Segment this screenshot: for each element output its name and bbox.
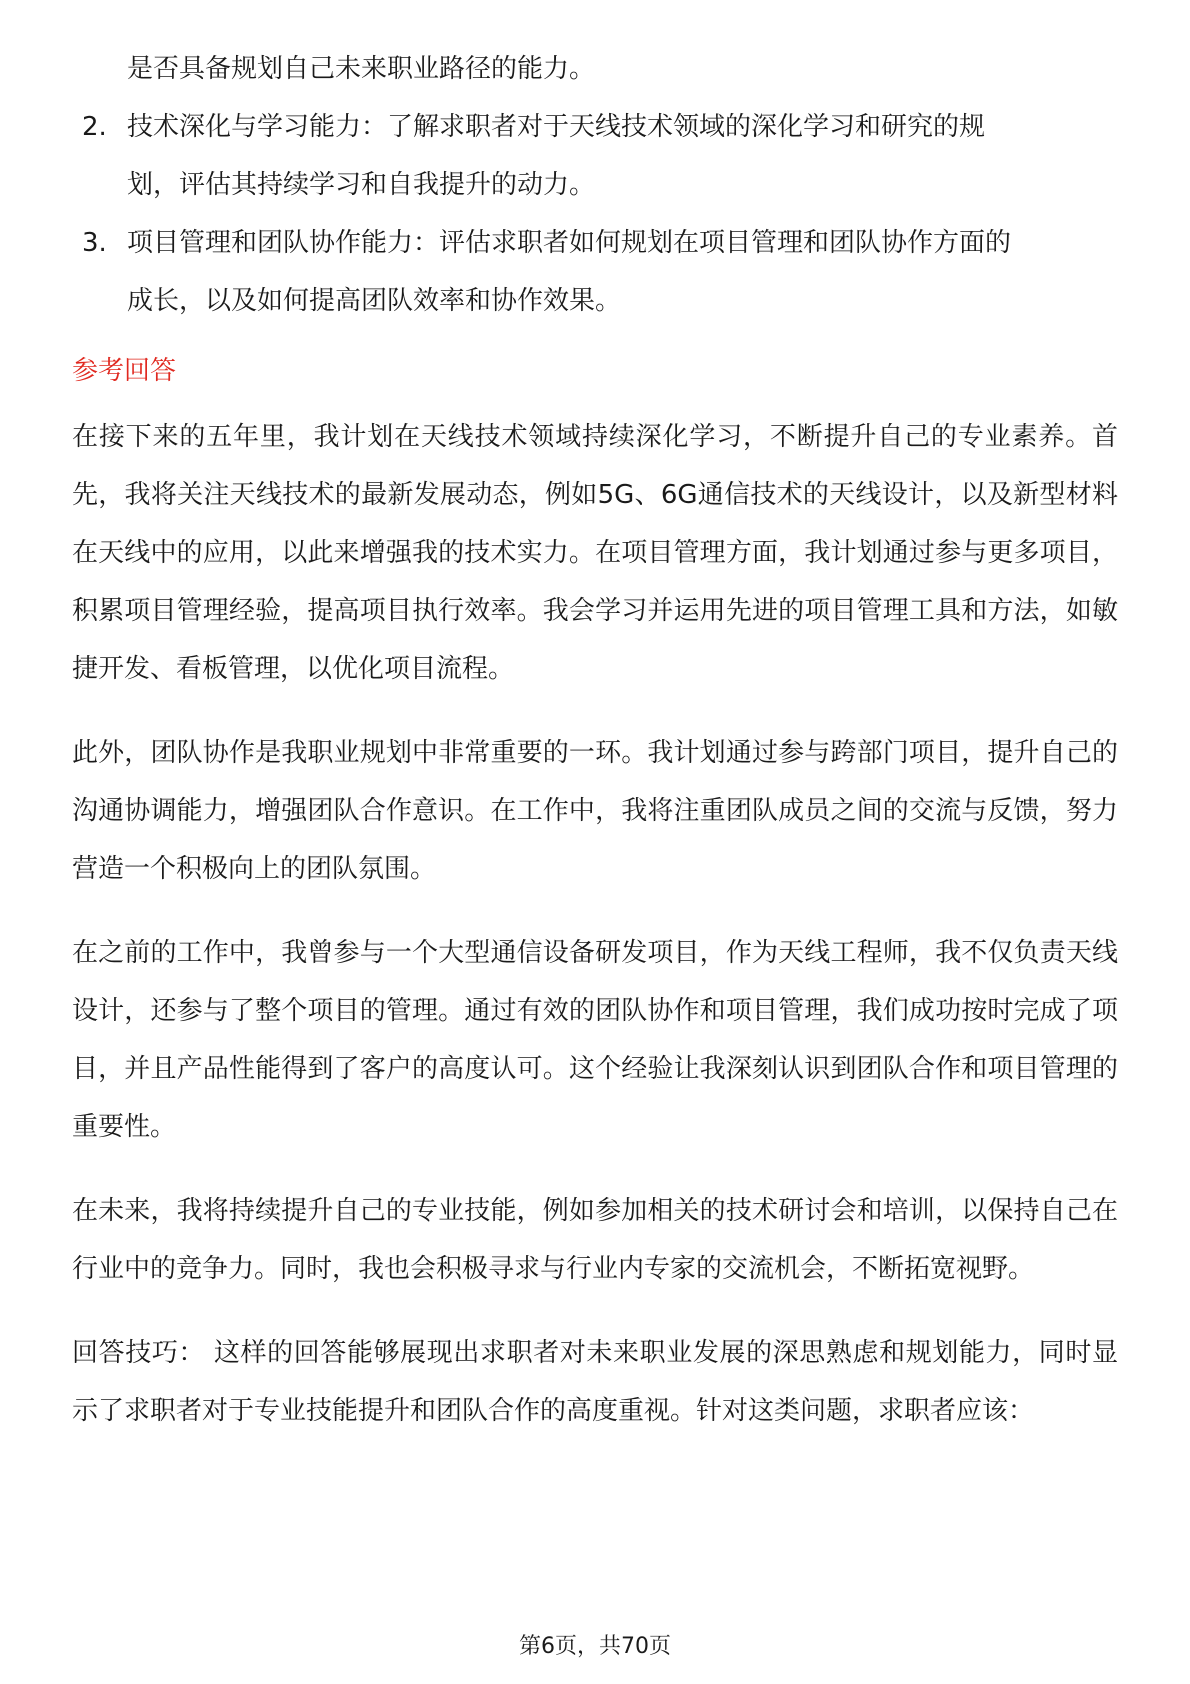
section-heading: 参考回答	[72, 356, 177, 386]
page-footer: 第6页，共70页	[519, 1634, 671, 1659]
list-item-2	[72, 98, 1118, 214]
list-number: 3.	[82, 228, 107, 258]
list-text-line: 成长，以及如何提高团队效率和协作效果。	[127, 286, 622, 316]
list-text-line: 划，评估其持续学习和自我提升的动力。	[127, 170, 596, 200]
paragraph: 回答技巧： 这样的回答能够展现出求职者对未来职业发展的深思熟虑和规划能力，同时显示了求职者对于专业技能提升和团队合作的高度重视。针对这类问题，求职者应该：	[72, 1338, 1118, 1426]
list-item-continuation: 是否具备规划自己未来职业路径的能力。	[127, 54, 596, 84]
list-item-3	[72, 214, 1118, 330]
paragraph: 此外，团队协作是我职业规划中非常重要的一环。我计划通过参与跨部门项目，提升自己的沟通协调能力，增强团队合作意识。在工作中，我将注重团队成员之间的交流与反馈，努力营造一个积极向上的团队氛围。	[72, 738, 1118, 884]
list-text-line: 技术深化与学习能力：了解求职者对于天线技术领域的深化学习和研究的规	[127, 112, 986, 142]
paragraph: 在之前的工作中，我曾参与一个大型通信设备研发项目，作为天线工程师，我不仅负责天线设计，还参与了整个项目的管理。通过有效的团队协作和项目管理，我们成功按时完成了项目，并且产品性能得到了客户的高度认可。这个经验让我深刻认识到团队合作和项目管理的重要性。	[72, 938, 1118, 1142]
paragraph: 在接下来的五年里，我计划在天线技术领域持续深化学习，不断提升自己的专业素养。首先，我将关注天线技术的最新发展动态，例如5G、6G通信技术的天线设计，以及新型材料在天线中的应用，以此来增强我的技术实力。在项目管理方面，我计划通过参与更多项目，积累项目管理经验，提高项目执行效率。我会学习并运用先进的项目管理工具和方法，如敏捷开发、看板管理，以优化项目流程。	[72, 422, 1118, 684]
document-page	[72, 40, 1118, 1466]
paragraph: 在未来，我将持续提升自己的专业技能，例如参加相关的技术研讨会和培训，以保持自己在行业中的竞争力。同时，我也会积极寻求与行业内专家的交流机会，不断拓宽视野。	[72, 1196, 1118, 1284]
list-number: 2.	[82, 112, 107, 142]
list-text-line: 项目管理和团队协作能力：评估求职者如何规划在项目管理和团队协作方面的	[127, 228, 1012, 258]
